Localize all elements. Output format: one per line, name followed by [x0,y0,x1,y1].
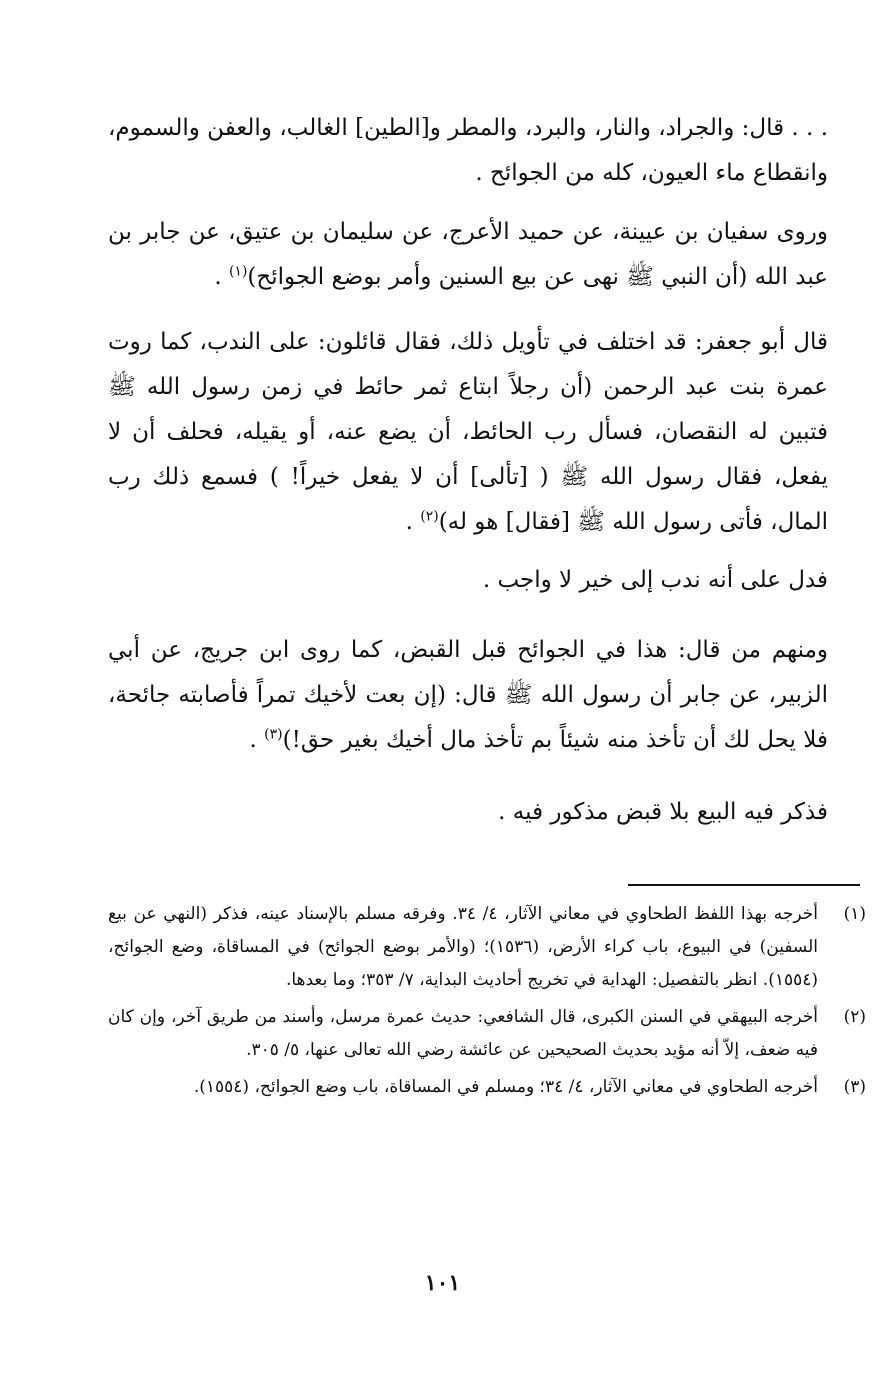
paragraph-4 [108,558,828,603]
paragraph-2 [108,210,828,300]
footnote-text: أخرجه البيهقي في السنن الكبرى، قال الشافعي: حديث عمرة مرسل، وأسند من طريق آخر، وإن كان فيه ضعف، إلاّ أنه مؤيد بحديث الصحيحين عن عائشة رضي الله تعالى عنها، ٥/ ٣٠٥. [108,1007,818,1060]
paragraph-text: قال أبو جعفر: قد اختلف في تأويل ذلك، فقال قائلون: على الندب، كما روت عمرة بنت عبد الرحمن (أن رجلاً ابتاع ثمر حائط في زمن رسول الله ﷺ فتبين له النقصان، فسأل رب الحائط، أن يضع عنه، أو يقيله، فحلف أن لا يفعل، فقال رسول الله ﷺ ( [تألى] أن لا يفعل خيراً! ) فسمع ذلك رب المال، فأتى رسول الله ﷺ [فقال] هو له) [108,329,828,535]
paragraph-text: فدل على أنه ندب إلى خير لا واجب . [482,567,828,593]
footnote-ref: (٣) [264,726,283,743]
footnote-text: أخرجه بهذا اللفظ الطحاوي في معاني الآثار، ٤/ ٣٤. وفرقه مسلم بالإسناد عينه، فذكر (النهي عن بيع السفين) في البيوع، باب كراء الأرض، (١٥٣٦)؛ (والأمر بوضع الجوائح) في المساقاة، وضع الجوائح، (١٥٥٤). انظر بالتفصيل: الهداية في تخريج أحاديث البداية، ٧/ ٣٥٣؛ وما بعدها. [108,904,818,990]
paragraph-end: . [214,264,229,290]
footnote-item [108,1001,866,1067]
paragraph-text: فذكر فيه البيع بلا قبض مذكور فيه . [498,799,828,825]
footnote-item [108,1071,866,1104]
paragraph-text: ومنهم من قال: هذا في الجوائح قبل القبض، كما روى ابن جريج، عن أبي الزبير، عن جابر أن رسول الله ﷺ قال: (إن بعت لأخيك تمراً فأصابته جائحة، فلا يحل لك أن تأخذ منه شيئاً بم تأخذ مال أخيك بغير حق!) [108,637,828,753]
paragraph-text: وروى سفيان بن عيينة، عن حميد الأعرج، عن سليمان بن عتيق، عن جابر بن عبد الله (أن النبي ﷺ نهى عن بيع السنين وأمر بوضع الجوائح) [108,219,828,290]
paragraph-5 [108,628,828,763]
paragraph-3 [108,320,828,545]
paragraph-1 [108,106,828,196]
footnote-number: (٣) [843,1077,866,1097]
paragraph-end: . [405,509,421,535]
footnote-number: (٢) [843,1007,866,1027]
footnote-divider [628,884,860,886]
footnote-text: أخرجه الطحاوي في معاني الآثار، ٤/ ٣٤؛ ومسلم في المساقاة، باب وضع الجوائح، (١٥٥٤). [193,1077,818,1097]
paragraph-6 [108,790,828,835]
paragraph-text: . . . قال: والجراد، والنار، والبرد، والمطر و[الطين] الغالب، والعفن والسموم، وانقطاع ماء العيون، كله من الجوائح . [108,115,828,186]
footnote-item [108,898,866,997]
page-number: ١٠١ [424,1270,461,1296]
footnote-ref: (٢) [420,508,439,525]
paragraph-end: . [249,727,265,753]
footnote-number: (١) [843,904,866,924]
footnotes [108,898,866,1108]
footnote-ref: (١) [228,263,248,280]
